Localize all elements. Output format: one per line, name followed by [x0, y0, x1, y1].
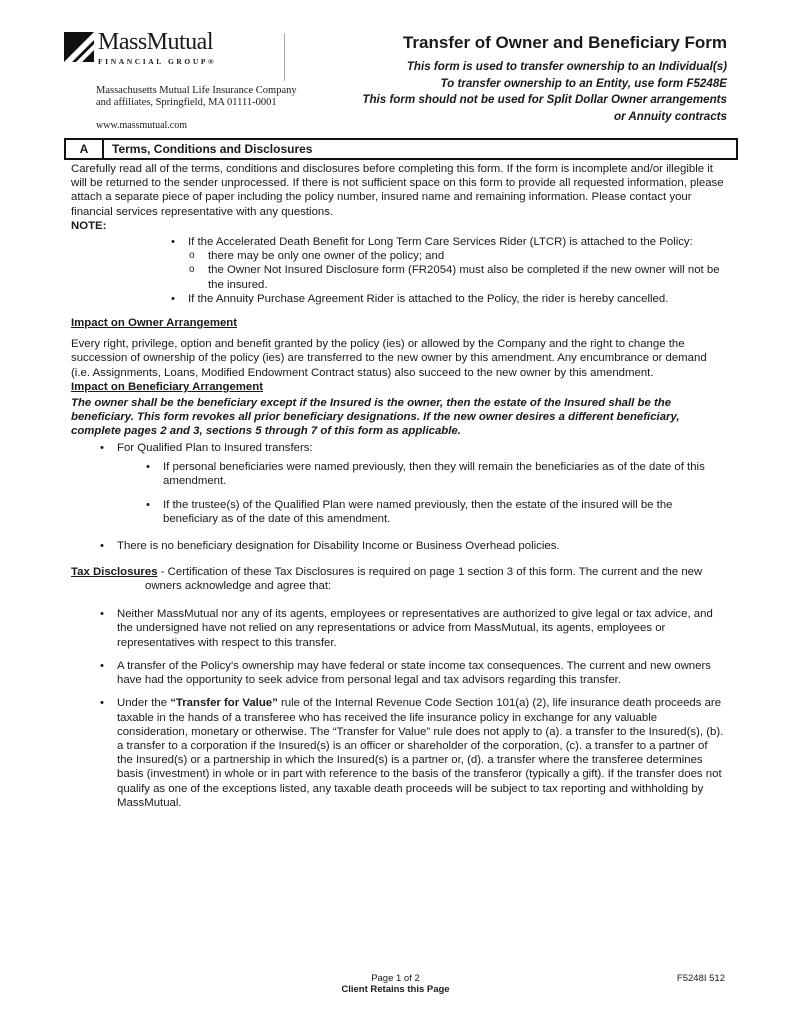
- tax-bullet-3-pre: Under the: [117, 697, 171, 710]
- client-retains-note: Client Retains this Page: [341, 984, 450, 995]
- subtitle-2: To transfer ownership to an Entity, use form F5248E: [440, 76, 727, 90]
- beneficiary-bold-paragraph: The owner shall be the beneficiary except if the Insured is the owner, then the estate of the Insured shall be the beneficiary. This form revokes all prior beneficiary designations. If the new owner desires a different beneficiary, complete pages 2 and 3, sections 5 through 7 of this form as applicable.: [71, 397, 680, 438]
- note-sub-item-1: o there may be only one owner of the policy; and: [208, 249, 726, 263]
- header-divider: [284, 33, 285, 81]
- owner-paragraph: Every right, privilege, option and benefit granted by the policy (ies) or allowed by the Company and the right to change the succession of ownership of the policy (ies) are transferred to the new owner by this amendment. Any encumbrance or demand (i.e. Assignments, Loans, Modified Endowment Contract status) also succeed to the new owner by this amendment.: [71, 338, 707, 379]
- owner-heading: Impact on Owner Arrangement: [71, 317, 238, 330]
- tax-bullet-3-post: rule of the Internal Revenue Code Section 101(a) (2), life insurance death proceeds are taxable in the hands of a transferee who has received the life insurance policy in exchange for any valuable consideration, monetary or otherwise. The “Transfer for Value” rule does not apply to (a). a transfer to the Insured(s), (b). a transfer to a corporation if the Insured(s) is an officer or shareholder of the corporation, (c). a transfer to a partner of the Insured(s) or a partnership in which the Insured(s) is a partner or, (d). a transfer where the transferee determines basis (investment) in whole or in part with reference to the basis of the transferor (typically a gift). If the transfer does not qualify as one of the exceptions listed, any taxable death proceeds will be subject to tax reporting and withholding by MassMutual.: [117, 697, 724, 809]
- qualified-plan-bullet: [117, 441, 726, 527]
- intro-paragraph: Carefully read all of the terms, conditions and disclosures before completing this form. If the form is incomplete and/or illegible it will be returned to the sender unprocessed. If there is not sufficient space on this form to provide all requested information, please attach a separate piece of paper including the policy number, insured name and remaining information. Please contact your financial services representative with any questions.: [71, 163, 724, 218]
- tax-disclosures-paragraph: [71, 565, 726, 593]
- massmutual-logo-icon: [64, 32, 94, 62]
- note-sub-item-2: o the Owner Not Insured Disclosure form (FR2054) must also be completed if the new owner will not be the insured.: [208, 263, 726, 291]
- note-label: NOTE:: [71, 219, 107, 232]
- note-bullet-annuity: • If the Annuity Purchase Agreement Rider is attached to the Policy, the rider is hereby cancelled.: [188, 292, 726, 306]
- logo-name: MassMutual: [98, 29, 213, 55]
- company-address: [96, 85, 297, 109]
- form-title: Transfer of Owner and Beneficiary Form: [402, 33, 727, 52]
- form-subtitles: [362, 59, 727, 125]
- disability-bullet: • There is no beneficiary designation for Disability Income or Business Overhead policies.: [117, 539, 726, 553]
- qualified-plan-sublist: [163, 460, 726, 527]
- transfer-for-value-term: “Transfer for Value”: [170, 697, 278, 710]
- company-line-1: Massachusetts Mutual Life Insurance Company: [96, 85, 297, 96]
- note-bullet-ltcr: [188, 235, 726, 292]
- tax-list: [117, 607, 726, 810]
- subtitle-3: This form should not be used for Split Dollar Owner arrangements: [362, 93, 727, 106]
- tax-bullet-2: • A transfer of the Policy's ownership may have federal or state income tax consequences. The current and new owners have had the opportunity to seek advice from personal legal and tax advisors regarding this transfer.: [117, 659, 726, 687]
- note-list: [188, 235, 726, 306]
- section-title: Terms, Conditions and Disclosures: [112, 142, 313, 156]
- page-number: Page 1 of 2: [371, 973, 420, 984]
- note-bullet-1-text: If the Accelerated Death Benefit for Long Term Care Services Rider (LTCR) is attached to the Policy:: [188, 236, 693, 249]
- qp-sub-item-2: • If the trustee(s) of the Qualified Plan were named previously, then the estate of the insured will be the beneficiary as of the date of this amendment.: [163, 498, 726, 526]
- form-id: F5248I 512: [676, 973, 725, 984]
- tax-heading: Tax Disclosures: [71, 565, 158, 578]
- tax-bullet-1: • Neither MassMutual nor any of its agents, employees or representatives are authorized to give legal or tax advice, and the undersigned have not relied on any representations or advice from MassMutual, its agents, employees or representatives with respect to this transfer.: [117, 607, 726, 650]
- section-a-header: [64, 138, 738, 160]
- section-letter: A: [66, 140, 104, 158]
- beneficiary-heading: Impact on Beneficiary Arrangement: [71, 380, 264, 393]
- note-sublist: [208, 249, 726, 292]
- subtitle-4: or Annuity contracts: [614, 109, 727, 123]
- logo-subtitle: FINANCIAL GROUP®: [98, 57, 217, 66]
- subtitle-1: This form is used to transfer ownership to an Individual(s): [406, 60, 727, 73]
- website-link[interactable]: www.massmutual.com: [96, 120, 188, 131]
- tax-bullet-3: [117, 696, 726, 810]
- beneficiary-list: [117, 441, 726, 553]
- qp-sub-item-1: • If personal beneficiaries were named previously, then they will remain the beneficiaries as of the date of this amendment.: [163, 460, 726, 488]
- qualified-plan-text: For Qualified Plan to Insured transfers:: [117, 441, 313, 454]
- company-line-2: and affiliates, Springfield, MA 01111-0001: [96, 97, 277, 108]
- page-footer: [0, 973, 791, 995]
- section-a-content: [71, 162, 726, 810]
- massmutual-logo: [64, 30, 216, 66]
- tax-intro: - Certification of these Tax Disclosures is required on page 1 section 3 of this form. The current and the new owners acknowledge and agree that:: [145, 565, 703, 593]
